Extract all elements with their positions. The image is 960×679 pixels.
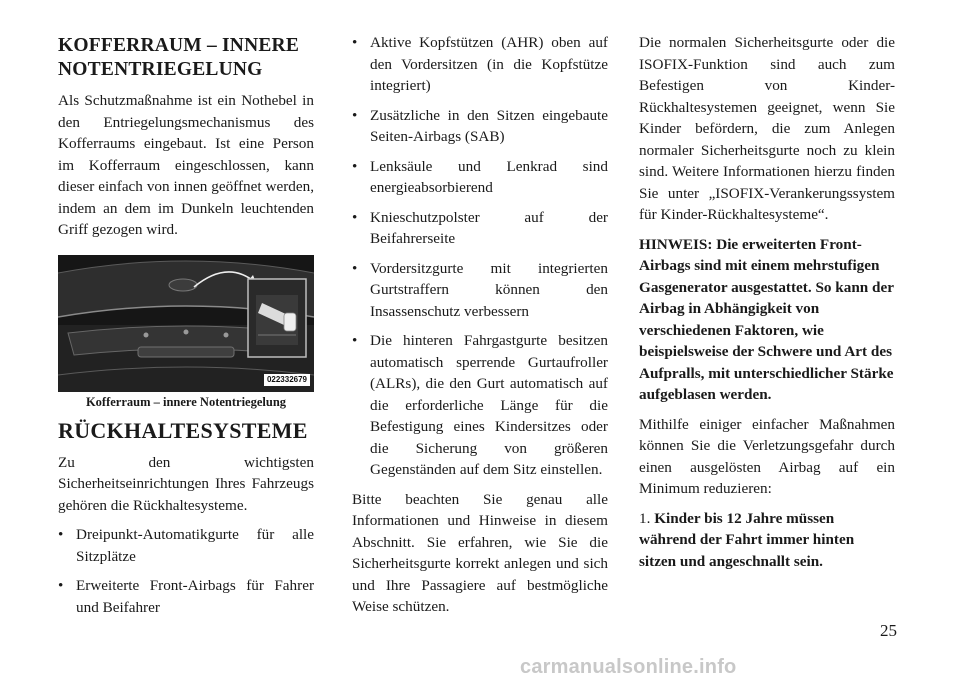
list-item [352, 258, 608, 323]
trunk-release-figure [58, 255, 314, 392]
step-text: Kinder bis 12 Jahre müssen während der Fahrt immer hinten sitzen und angeschnallt sein. [639, 509, 855, 570]
note-paragraph: HINWEIS: Die erweiterten Front-Airbags sind mit einem mehrstufigen Gasgenerator ausgestattet. So kann der Airbag in Abhängigkeit von verschiedenen Faktoren, wie beispielsweise der Schwere und Art des Aufpralls, mit unterschiedlicher Stärke aufgeblasen werden. [639, 235, 894, 403]
list-item-text: Erweiterte Front-Airbags für Fahrer und Beifahrer [76, 577, 314, 616]
list-item [352, 207, 608, 250]
bullet-icon: • [352, 259, 358, 277]
list-item-text: Vordersitzgurte mit integrierten Gurtstraffern können den Insassenschutz verbessern [370, 259, 608, 320]
trunk-release-text: Als Schutzmaßnahme ist ein Nothebel in den Entriegelungsmechanismus des Kofferraums eingebaut. Ist eine Person im Kofferraum eingeschlossen, kann dieser einfach von innen geöffnet werden, indem an dem im Dunkeln leuchtenden Griff gezogen wird. [58, 92, 314, 238]
list-item-text: Aktive Kopfstützen (AHR) oben auf den Vordersitzen (in die Kopfstütze integriert) [370, 34, 608, 94]
bullet-icon: • [352, 106, 358, 124]
list-item-text: Lenksäule und Lenkrad sind energieabsorbierend [370, 157, 608, 196]
trunk-release-heading: KOFFERRAUM – INNERE NOTENTRIEGELUNG [58, 35, 300, 80]
bullet-icon: • [352, 34, 358, 51]
restraint-systems-heading: RÜCKHALTESYSTEME [58, 417, 308, 443]
list-item-text: Zusätzliche in den Sitzen eingebaute Seiten-Airbags (SAB) [370, 106, 608, 145]
restraint-list-left [58, 524, 314, 618]
list-item [58, 575, 314, 618]
watermark: carmanualsonline.info [520, 656, 737, 678]
bullet-icon: • [352, 332, 358, 349]
left-column [58, 32, 314, 626]
page-number: 25 [880, 621, 897, 640]
figure-caption: Kofferraum – innere Notentriegelung [85, 394, 287, 409]
figure-code: 022332679 [264, 374, 310, 386]
list-item [352, 156, 608, 199]
step-1 [639, 508, 895, 573]
list-item-text: Knieschutzpolster auf der Beifahrerseite [370, 208, 608, 247]
trunk-interior-illustration [58, 255, 314, 392]
bullet-icon: • [352, 208, 358, 226]
restraint-systems-intro: Zu den wichtigsten Sicherheitseinrichtungen Ihres Fahrzeugs gehören die Rückhaltesysteme. [58, 453, 314, 514]
bullet-icon: • [58, 577, 64, 594]
list-item [352, 105, 608, 148]
isofix-paragraph: Die normalen Sicherheitsgurte oder die ISOFIX-Funktion sind auch zum Befestigen von Kinder-Rückhaltesystemen geeignet, wenn Sie Kinder befördern, die zum Anlegen normaler Sicherheitsgurte noch zu klein sind. Weitere Informationen hierzu finden Sie unter „ISOFIX-Verankerungssystem für Kinder-Rückhaltesysteme“. [639, 34, 895, 223]
bullet-icon: • [352, 157, 358, 175]
restraint-list-middle [352, 32, 608, 481]
bullet-icon: • [58, 526, 64, 543]
middle-column [352, 32, 608, 626]
list-item [352, 32, 608, 97]
list-item-text: Dreipunkt-Automatikgurte für alle Sitzplätze [76, 526, 314, 565]
list-item-text: Die hinteren Fahrgastgurte besitzen automatisch sperrende Gurtaufroller (ALRs), die den Gurt automatisch auf die erforderliche Länge für die Befestigung eines Kindersitzes oder die Sicherung von größeren Gegenständen auf dem Sitz einstellen. [370, 332, 608, 478]
airbag-measures-paragraph: Mithilfe einiger einfacher Maßnahmen können Sie die Verletzungsgefahr durch einen ausgelösten Airbag auf ein Minimum reduzieren: [639, 415, 895, 497]
right-column [639, 32, 895, 580]
instructions-paragraph: Bitte beachten Sie genau alle Informationen und Hinweise in diesem Abschnitt. Sie erfahren, wie Sie die Sicherheitsgurte korrekt anlegen und sich und Ihre Passagiere auf bestmögliche Weise schützen. [352, 490, 608, 615]
step-number: 1. [639, 509, 651, 527]
list-item [58, 524, 314, 567]
list-item [352, 330, 608, 481]
